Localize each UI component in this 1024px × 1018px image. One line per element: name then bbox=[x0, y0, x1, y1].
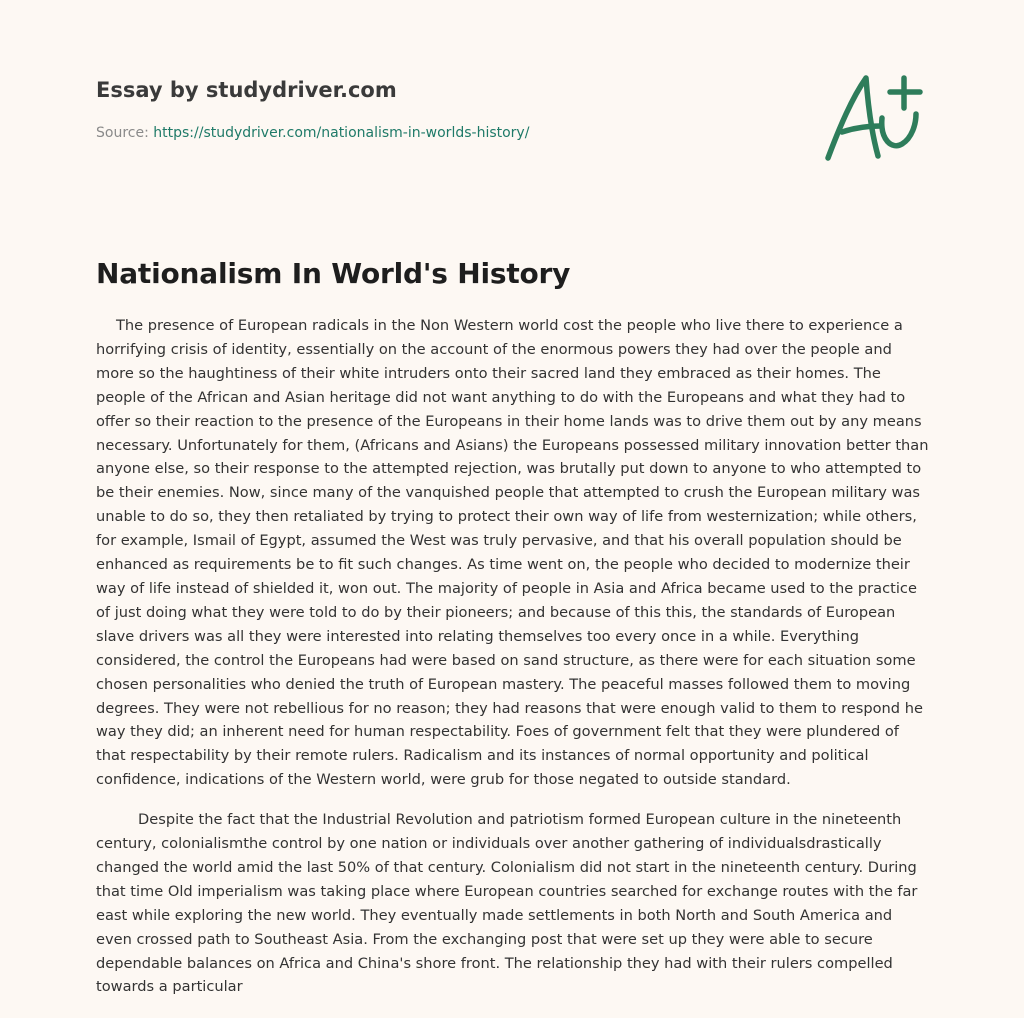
article-paragraph: Despite the fact that the Industrial Revolution and patriotism formed European culture in the nineteenth century, colonialismthe control by one nation or individuals over another gathering of individualsdrastically changed the world amid the last 50% of that century. Colonialism did not start in the nineteenth century. During that time Old imperialism was taking place where European countries searched for exchange routes with the far east while exploring the new world. They eventually made settlements in both North and South America and even crossed path to Southeast Asia. From the exchanging post that were set up they were able to secure dependable balances on Africa and China's shore front. The relationship they had with their rulers compelled towards a particular bbox=[96, 811, 918, 996]
source-label: Source: bbox=[96, 125, 149, 141]
source-link[interactable]: https://studydriver.com/nationalism-in-worlds-history/ bbox=[153, 125, 530, 141]
source-line bbox=[96, 123, 529, 143]
brand-title: Essay by studydriver.com bbox=[96, 78, 397, 102]
a-plus-logo-icon bbox=[820, 66, 930, 166]
article-paragraph: The presence of European radicals in the Non Western world cost the people who live there to experience a horrifying crisis of identity, essentially on the account of the enormous powers they had over the people and more so the haughtiness of their white intruders onto their sacred land they embraced as their homes. The people of the African and Asian heritage did not want anything to do with the Europeans and what they had to offer so their reaction to the presence of the Europeans in their home lands was to drive them out by any means necessary. Unfortunately for them, (Africans and Asians) the Europeans possessed military innovation better than anyone else, so their response to the attempted rejection, was brutally put down to anyone to who attempted to be their enemies. Now, since many of the vanquished people that attempted to crush the European military was unable to do so, they then retaliated by trying to protect their own way of life from westernization; while others, for example, Ismail of Egypt, assumed the West was truly pervasive, and that his overall population should be enhanced as requirements be to fit such changes. As time went on, the people who decided to modernize their way of life instead of shielded it, won out. The majority of people in Asia and Africa became used to the practice of just doing what they were told to do by their pioneers; and because of this this, the standards of European slave drivers was all they were interested into relating themselves too every once in a while. Everything considered, the control the Europeans had were based on sand structure, as there were for each situation some chosen personalities who denied the truth of European mastery. The peaceful masses followed them to moving degrees. They were not rebellious for no reason; they had reasons that were enough valid to them to respond he way they did; an inherent need for human respectability. Foes of government felt that they were plundered of that respectability by their remote rulers. Radicalism and its instances of normal opportunity and political confidence, indications of the Western world, were grub for those negated to outside standard. bbox=[96, 317, 929, 789]
article-body bbox=[96, 314, 930, 1015]
article-title: Nationalism In World's History bbox=[96, 257, 571, 290]
